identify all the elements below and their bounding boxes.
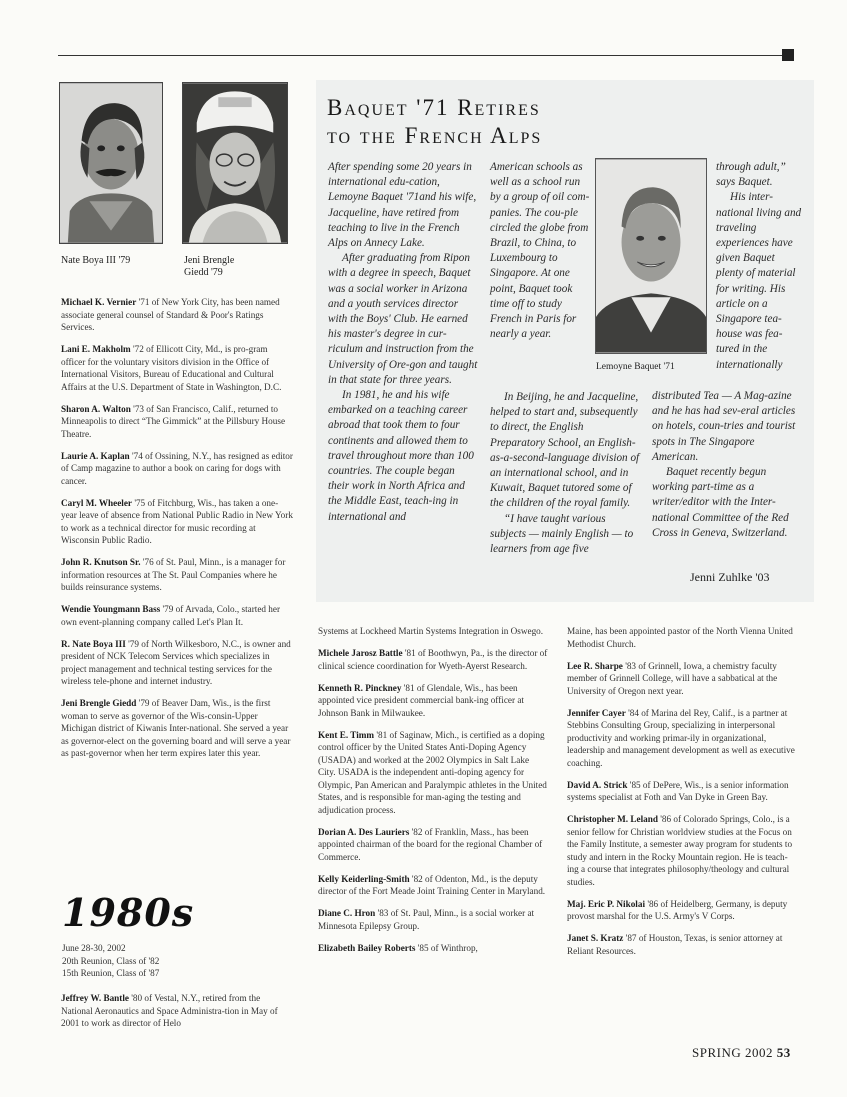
alumni-note: '83 of Grinnell, Iowa, a chemistry faculty member of Grinnell College, will have a sabbatical at the University of Oregon next year. (567, 660, 778, 696)
class-note-entry (567, 898, 797, 923)
alumni-note: '85 of Winthrop, (415, 942, 478, 953)
alumni-name: Jennifer Cayer (567, 707, 626, 718)
alumni-note: '87 of Houston, Texas, is senior attorney at Reliant Resources. (567, 933, 783, 956)
alumni-name: Janet S. Kratz (567, 933, 624, 943)
class-note-entry (567, 707, 797, 770)
class-notes-left-column (61, 296, 293, 769)
feature-paragraph: After graduating from Ripon with a degree in speech, Baquet was a social worker in Arizona and a youth services director with the Boys' Club. He earned his master's degree in cur-riculum and instruction from the University of Ore-gon and taught in that state for three years. (328, 252, 478, 386)
alumni-note: '75 of Fitchburg, Wis., has taken a one-year leave of absence from National Public Radio in New York to work as a technical director for music recording at Wisconsin Public Radio. (61, 497, 293, 545)
alumni-note: '82 of Odenton, Md., is the deputy director of the Fort Meade Joint Training Center in Maryland. (318, 873, 546, 896)
decade-heading: 1980s (62, 890, 195, 935)
alumni-name: Elizabeth Bailey Roberts (318, 942, 416, 953)
alumni-name: Caryl M. Wheeler (61, 497, 133, 508)
feature-column-1 (328, 160, 478, 525)
class-note-entry (318, 729, 548, 817)
alumni-name: Jeffrey W. Bantle (61, 993, 129, 1003)
issue-season: SPRING 2002 (692, 1045, 773, 1060)
feature-paragraph: “I have taught various subjects — mainly English — to learners from age five (490, 512, 634, 556)
class-notes-left-bottom (61, 992, 293, 1039)
alumni-note: '79 of Arvada, Colo., started her own event-planning company called Let's Plan It. (61, 604, 281, 627)
alumni-name: Kenneth R. Pinckney (318, 682, 402, 693)
class-note-entry (318, 647, 548, 672)
class-note-entry (567, 660, 797, 698)
alumni-name: Sharon A. Walton (61, 403, 131, 414)
feature-column-3-top (716, 160, 802, 373)
alumni-note: Systems at Lockheed Martin Systems Integration in Oswego. (318, 626, 544, 636)
alumni-note: Maine, has been appointed pastor of the North Vienna United Methodist Church. (567, 626, 793, 649)
class-note-entry (318, 625, 548, 638)
alumni-name: Michele Jarosz Battle (318, 648, 403, 658)
alumni-name: Jeni Brengle Giedd (61, 698, 137, 708)
class-note-entry (567, 813, 797, 888)
alumni-note: '73 of San Francisco, Calif., returned to Minneapolis to direct “The Gimmick” at the Pillsbury House Theatre. (61, 403, 286, 439)
class-note-entry (61, 556, 293, 594)
alumni-name: Kelly Keiderling-Smith (318, 873, 410, 884)
class-note-entry (318, 942, 548, 955)
feature-paragraph: In 1981, he and his wife embarked on a teaching career abroad that took them to four continents and allowed them to travel throughout more than 100 countries. The couple began their work in North Africa and the Middle East, teach-ing in international and (328, 389, 474, 523)
class-note-entry (61, 697, 293, 760)
photo-nate-boya (59, 82, 163, 244)
alumni-note: '72 of Ellicott City, Md., is pro-gram officer for the voluntary visitors division in the Office of International Visitors, Bureau of Educational and Cultural Affairs at the U.S. Department of State in Washington, D.C. (61, 344, 282, 392)
alumni-note: '82 of Franklin, Mass., has been appointed chairman of the board for the regional Chamber of Commerce. (318, 826, 543, 862)
alumni-name: Dorian A. Des Lauriers (318, 826, 410, 837)
alumni-note: '84 of Marina del Rey, Calif., is a partner at Stebbins Consulting Group, specializing in interpersonal productivity and working primar-ily in organizational, leadership and management development as well as executive coaching. (567, 707, 795, 768)
top-rule (58, 55, 788, 56)
reunion-class-87: 15th Reunion, Class of '87 (62, 968, 160, 978)
photo-caption-lemoyne-baquet: Lemoyne Baquet '71 (596, 362, 675, 372)
feature-paragraph: After spending some 20 years in international edu-cation, Lemoyne Baquet '71and his wife, Jacqueline, have retired from teaching to live in the French Alps on Annecy Lake. (328, 161, 477, 250)
class-note-entry (567, 932, 797, 957)
feature-title (327, 94, 747, 150)
class-note-entry (567, 779, 797, 804)
alumni-note: '80 of Vestal, N.Y., retired from the National Aeronautics and Space Administra-tion in May of 2001 to work as director of Helo (61, 993, 278, 1028)
alumni-note: '79 of North Wilkesboro, N.C., is owner and president of NCK Telecom Services which specializes in project management and technical testing services for the wireless tele-phone and internet industry. (61, 638, 291, 686)
class-note-entry (61, 603, 293, 628)
page-number: 53 (776, 1045, 791, 1060)
class-note-entry (318, 907, 548, 932)
alumni-note: '81 of Saginaw, Mich., is certified as a doping control officer by the United States Anti-Doping Agency (USADA) and worked at the 2002 Olympics in Salt Lake City. USADA is the independent anti-doping agency for Olympic, Pan American and Paralympic athletes in the United States, and is responsible for man-aging the testing and adjudication process. (318, 729, 547, 815)
feature-paragraph: In Beijing, he and Jacqueline, helped to start and, subsequently to direct, the English Preparatory School, an English-as-a-second-language division of an international school, and in Kuwait, Baquet tutored some of the children of the royal family. (490, 391, 640, 510)
class-note-entry (61, 638, 293, 688)
alumni-name: Michael K. Vernier (61, 297, 137, 307)
class-note-entry (61, 343, 293, 393)
alumni-name: Laurie A. Kaplan (61, 450, 130, 461)
alumni-note: '86 of Colorado Springs, Colo., is a senior fellow for Christian worldview studies at the Focus on the Family Institute, a semester away program for students to study and intern in the Rocky Mountain region. He is teach-ing a course that integrates philosophy/theology and cultural studies. (567, 814, 793, 887)
photo-lemoyne-baquet (595, 158, 707, 354)
alumni-note: '83 of St. Paul, Minn., is a social worker at Minnesota Epilepsy Group. (318, 908, 535, 931)
class-note-entry (318, 826, 548, 864)
alumni-note: '85 of DePere, Wis., is a senior information systems specialist at Foth and Van Dyke in Green Bay. (567, 779, 789, 802)
class-note-entry (61, 450, 293, 488)
feature-column-3-bottom (652, 389, 802, 541)
class-notes-right-column (567, 625, 797, 967)
feature-paragraph: American schools as well as a school run by a group of oil com-panies. The cou-ple circled the globe from Brazil, to China, to Luxembourg to Singapore. At one point, Baquet took time off to study French in Paris for nearly a year. (490, 161, 590, 341)
portrait-woman-hat-image (183, 83, 287, 243)
alumni-note: '81 of Boothwyn, Pa., is the director of clinical science coordination for Wyeth-Ayerst Research. (318, 648, 548, 671)
reunion-class-82: 20th Reunion, Class of '82 (62, 955, 160, 966)
photo-caption-nate-boya: Nate Boya III '79 (61, 255, 131, 266)
portrait-man-smiling-image (596, 159, 706, 353)
portrait-man-mustache-image (60, 83, 162, 243)
alumni-note: '74 of Ossining, N.Y., has resigned as editor of Camp magazine to author a book on caring for dogs with cancer. (61, 450, 293, 486)
photo-jeni-giedd (182, 82, 288, 244)
class-note-entry (61, 296, 293, 334)
alumni-name: John R. Knutson Sr. (61, 557, 141, 567)
alumni-name: Lani E. Makholm (61, 344, 131, 354)
feature-column-2-top (490, 160, 590, 342)
alumni-name: David A. Strick (567, 779, 628, 790)
alumni-note: '79 of Beaver Dam, Wis., is the first woman to serve as governor of the Wis-consin-Upper Michigan district of Kiwanis Inter-national. She served a year as governor-elect on the governing board and will serve a year as past-governor when her term expires later this year. (61, 698, 291, 758)
photo-caption-line1: Jeni Brengle (184, 255, 235, 266)
article-byline: Jenni Zuhlke '03 (690, 570, 770, 584)
alumni-note: '86 of Heidelberg, Germany, is deputy provost marshal for the U.S. Army's V Corps. (567, 898, 788, 921)
class-notes-middle-column (318, 625, 548, 964)
top-rule-marker (782, 49, 794, 61)
feature-paragraph: distributed Tea — A Mag-azine and he has had sev-eral articles on hotels, coun-tries and tourist spots in The Singapore American. (652, 390, 796, 463)
feature-paragraph: through adult,” says Baquet. (716, 161, 786, 189)
class-note-entry (567, 625, 797, 650)
alumni-name: Christopher M. Leland (567, 814, 658, 824)
feature-paragraph: His inter-national living and traveling experiences have given Baquet plenty of material for writing. His article on a Singapore tea-house was fea-tured in the internationally (716, 191, 802, 371)
photo-caption-jeni-giedd (184, 255, 234, 279)
feature-title-line2: to the French Alps (327, 123, 543, 148)
page-footer (692, 1045, 791, 1061)
feature-column-2-bottom (490, 390, 640, 557)
reunion-info (62, 942, 159, 980)
alumni-name: Kent E. Timm (318, 729, 375, 740)
class-note-entry (61, 497, 293, 547)
alumni-name: Lee R. Sharpe (567, 660, 623, 671)
feature-paragraph: Baquet recently begun working part-time as a writer/editor with the Inter-national Committee of the Red Cross in Geneva, Switzerland. (652, 466, 789, 539)
alumni-name: Maj. Eric P. Nikolai (567, 898, 646, 909)
class-note-entry (61, 992, 293, 1030)
reunion-date: June 28-30, 2002 (62, 943, 126, 953)
class-note-entry (318, 873, 548, 898)
alumni-name: R. Nate Boya III (61, 638, 126, 649)
class-note-entry (61, 403, 293, 441)
class-note-entry (318, 682, 548, 720)
alumni-name: Diane C. Hron (318, 908, 376, 918)
feature-title-line1: Baquet '71 Retires (327, 95, 541, 120)
alumni-note: '81 of Glendale, Wis., has been appointed vice president commercial bank-ing officer at Johnson Bank in Milwaukee. (318, 682, 524, 718)
alumni-note: '76 of St. Paul, Minn., is a manager for information resources at The St. Paul Companies where he builds reinsurance systems. (61, 557, 286, 592)
alumni-note: '71 of New York City, has been named associate general counsel of Standard & Poor's Ratings Services. (61, 297, 280, 332)
alumni-name: Wendie Youngmann Bass (61, 604, 161, 614)
photo-caption-line2: Giedd '79 (184, 267, 223, 278)
